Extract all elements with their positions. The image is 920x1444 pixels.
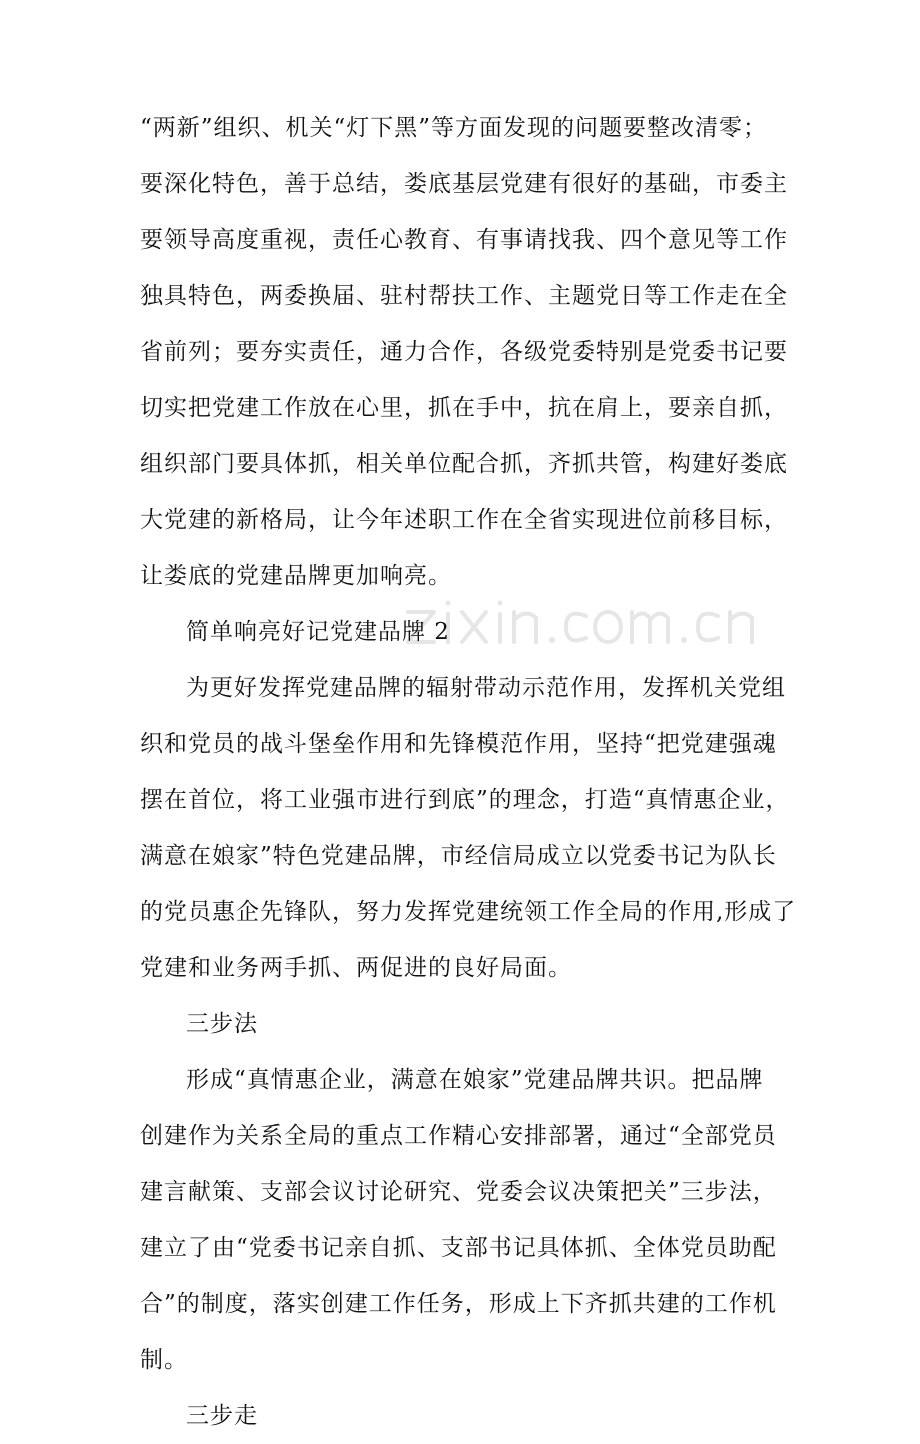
body-line: 切实把党建工作放在心里，抓在手中，抗在肩上，要亲自抓， bbox=[140, 395, 788, 421]
body-line: 组织部门要具体抓，相关单位配合抓，齐抓共管，构建好娄底 bbox=[140, 451, 788, 477]
document-body bbox=[140, 100, 800, 1444]
section-heading: 简单响亮好记党建品牌 2 bbox=[186, 619, 450, 645]
body-line: 制。 bbox=[140, 1347, 188, 1373]
body-line: 建言献策、支部会议讨论研究、党委会议决策把关”三步法， bbox=[140, 1179, 777, 1205]
body-line: 要深化特色，善于总结，娄底基层党建有很好的基础，市委主 bbox=[140, 171, 788, 197]
body-line: 合”的制度，落实创建工作任务，形成上下齐抓共建的工作机 bbox=[140, 1291, 777, 1317]
body-line: 大党建的新格局，让今年述职工作在全省实现进位前移目标， bbox=[140, 507, 788, 533]
section-heading: 三步法 bbox=[186, 1011, 258, 1037]
body-line: 独具特色，两委换届、驻村帮扶工作、主题党日等工作走在全 bbox=[140, 283, 788, 309]
body-line: 建立了由“党委书记亲自抓、支部书记具体抓、全体党员助配 bbox=[140, 1235, 777, 1261]
body-line: 为更好发挥党建品牌的辐射带动示范作用，发挥机关党组 bbox=[186, 675, 786, 701]
body-line: 满意在娘家”特色党建品牌，市经信局成立以党委书记为队长 bbox=[140, 843, 777, 869]
body-line: 创建作为关系全局的重点工作精心安排部署，通过“全部党员 bbox=[140, 1123, 777, 1149]
body-line: “两新”组织、机关“灯下黑”等方面发现的问题要整改清零； bbox=[140, 115, 768, 141]
body-line: 织和党员的战斗堡垒作用和先锋模范作用，坚持“把党建强魂 bbox=[140, 731, 777, 757]
body-line: 摆在首位，将工业强市进行到底”的理念，打造“真情惠企业， bbox=[140, 787, 790, 813]
body-line: 形成“真情惠企业，满意在娘家”党建品牌共识。把品牌 bbox=[186, 1067, 764, 1093]
body-line: 的党员惠企先锋队，努力发挥党建统领工作全局的作用,形成了 bbox=[140, 899, 797, 925]
section-heading: 三步走 bbox=[186, 1403, 258, 1429]
body-line: 让娄底的党建品牌更加响亮。 bbox=[140, 563, 452, 589]
body-line: 省前列；要夯实责任，通力合作，各级党委特别是党委书记要 bbox=[140, 339, 788, 365]
body-line: 党建和业务两手抓、两促进的良好局面。 bbox=[140, 955, 572, 981]
body-line: 要领导高度重视，责任心教育、有事请找我、四个意见等工作 bbox=[140, 227, 788, 253]
